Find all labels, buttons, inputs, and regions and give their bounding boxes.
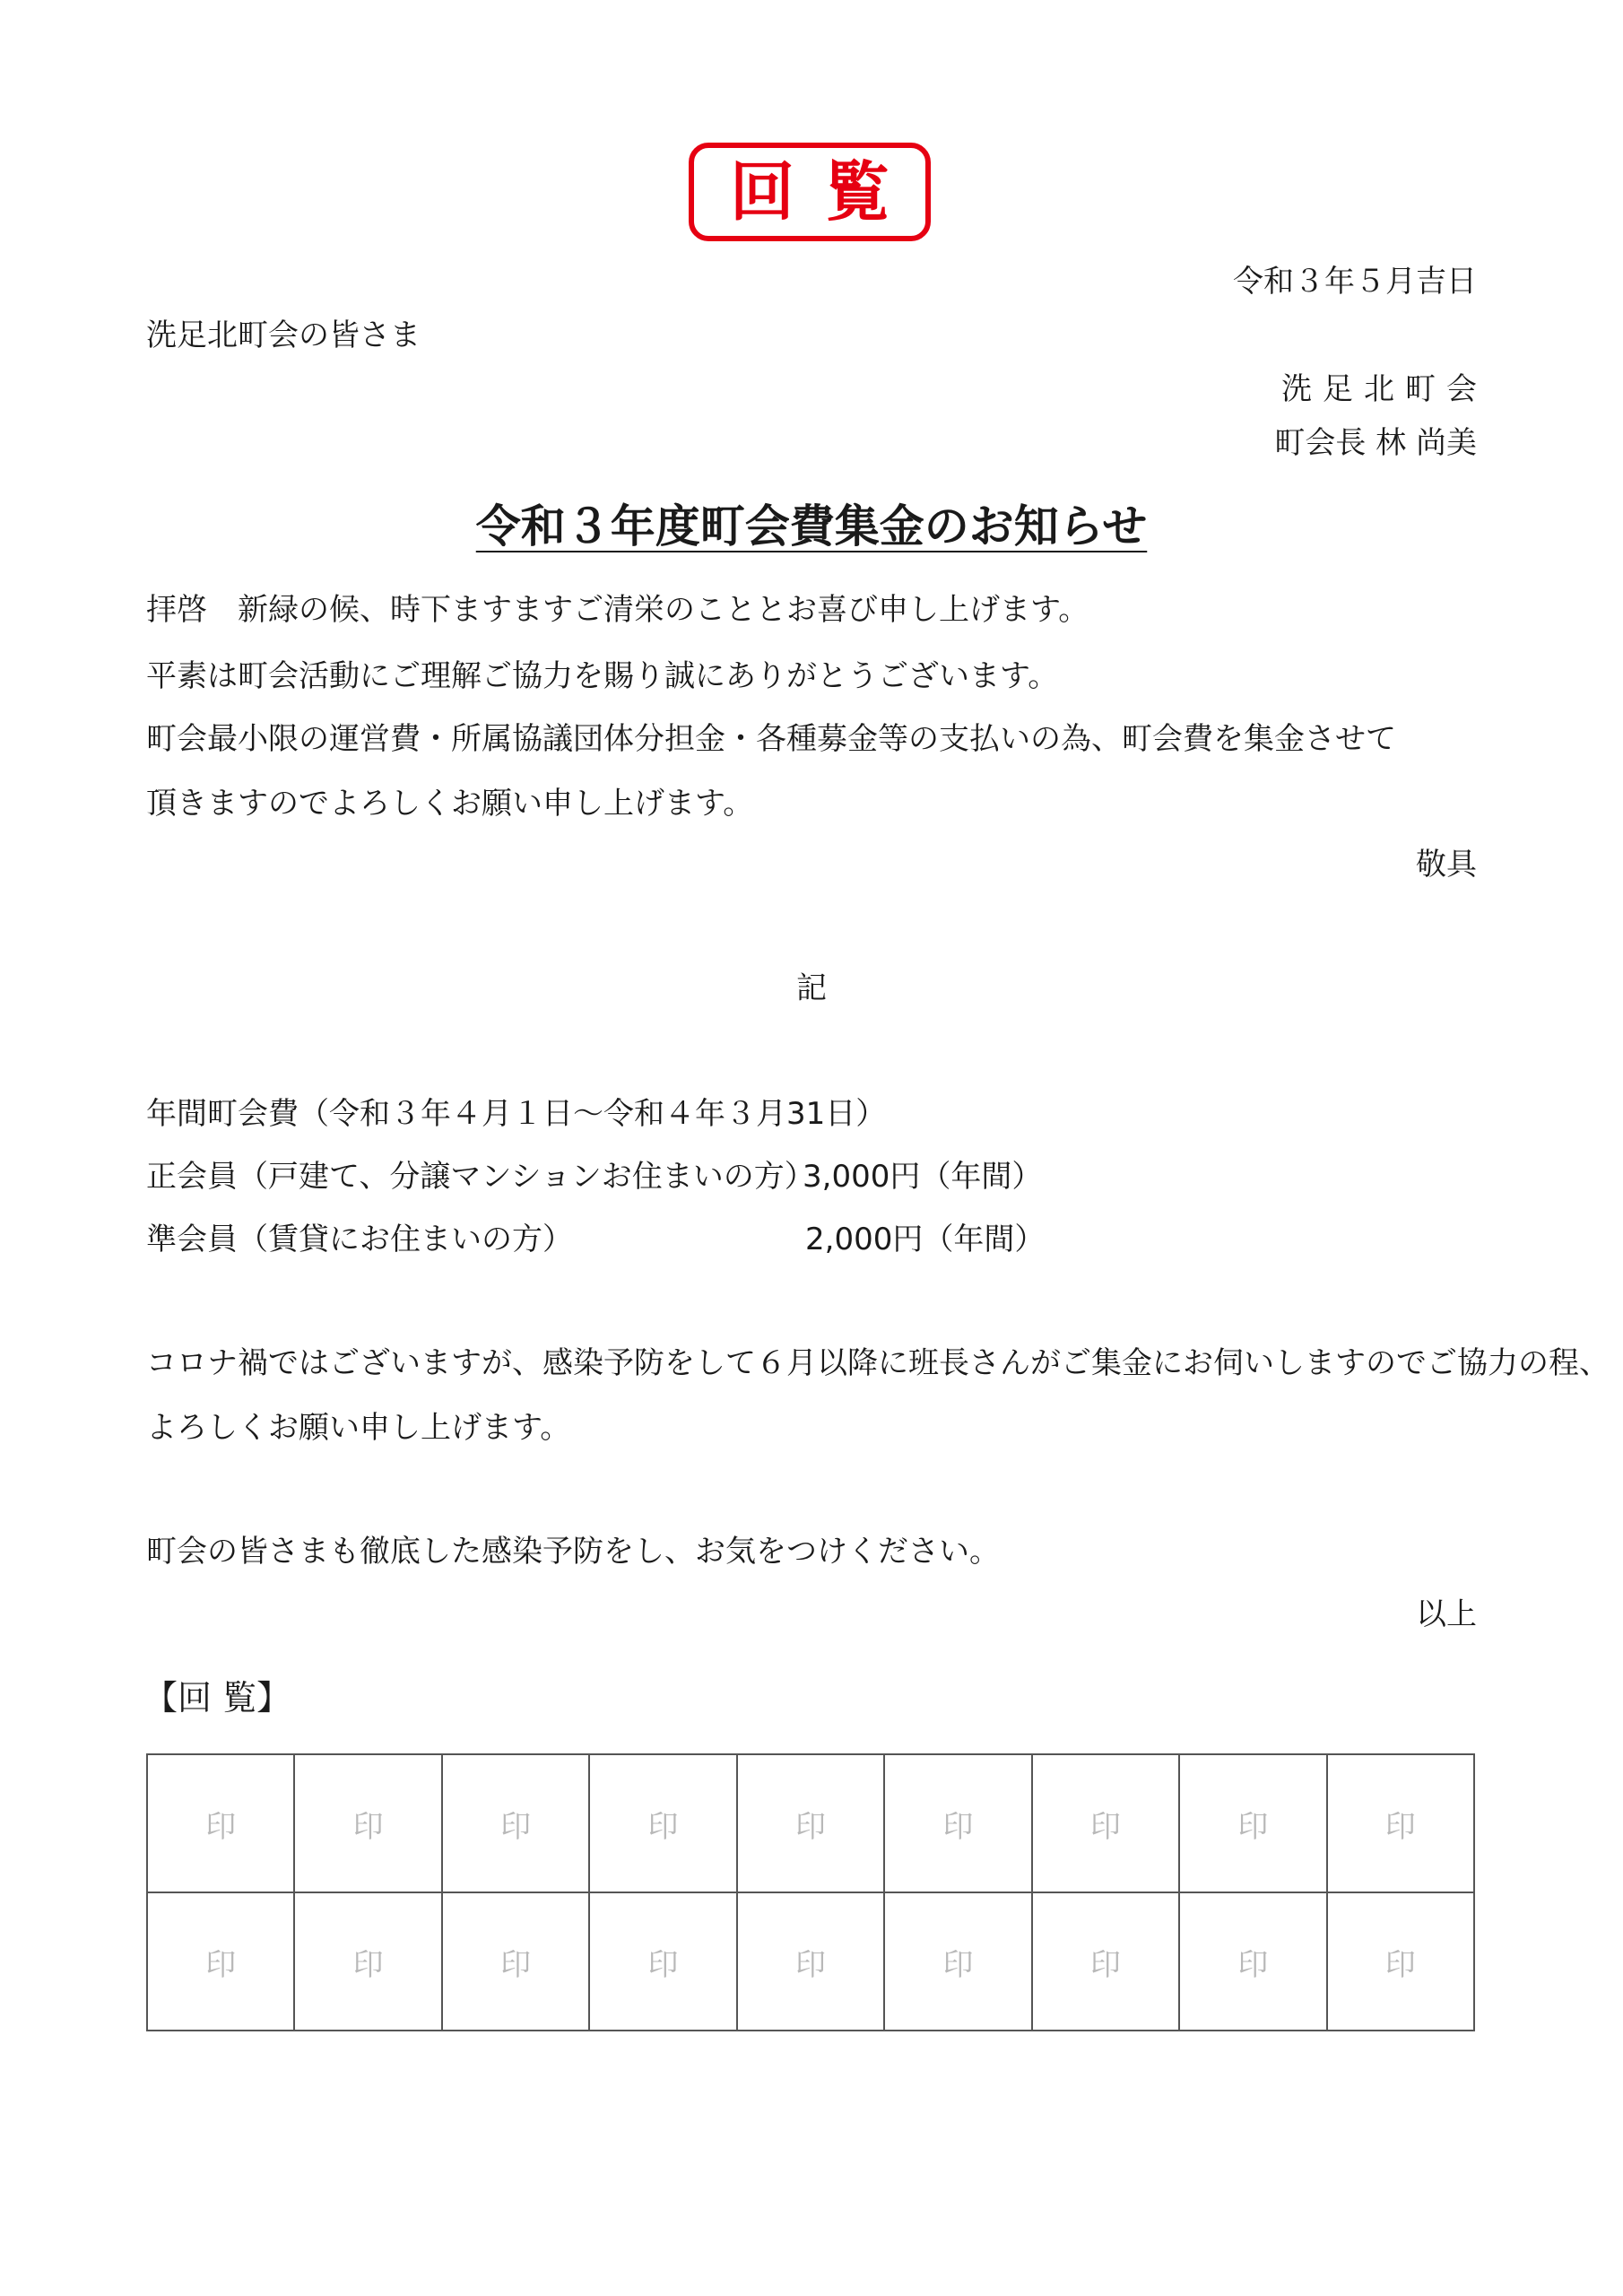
seal-label: 印: [1089, 1946, 1121, 1983]
seal-label: 印: [352, 1808, 384, 1845]
seal-label: 印: [1384, 1808, 1416, 1845]
body-line-3: 町会最小限の運営費・所属協議団体分担金・各種募金等の支払いの為、町会費を集金させて: [146, 721, 1396, 757]
seal-cell: [1033, 1755, 1180, 1893]
seal-label: 印: [794, 1808, 826, 1845]
seal-cell: [443, 1755, 590, 1893]
seal-label: 印: [1237, 1808, 1269, 1845]
seal-label: 印: [1384, 1946, 1416, 1983]
sender-person: 町会長 林 尚美: [1274, 425, 1477, 461]
closing-ijo: 以上: [1416, 1596, 1477, 1632]
seal-cell: [1328, 1755, 1475, 1893]
body-line-1: 拝啓 新緑の候、時下ますますご清栄のこととお喜び申し上げます。: [146, 592, 1089, 628]
seal-label: 印: [205, 1946, 237, 1983]
fee-heading: 年間町会費（令和３年４月１日～令和４年３月31日）: [146, 1096, 887, 1132]
seal-label: 印: [1237, 1946, 1269, 1983]
seal-cell: [738, 1893, 885, 2031]
notice-line-1: コロナ禍ではございますが、感染予防をして６月以降に班長さんがご集金にお伺いしますのでご協力の程、: [146, 1345, 1610, 1381]
seal-cell: [1328, 1893, 1475, 2031]
seal-label: 印: [942, 1808, 974, 1845]
closing-note: 町会の皆さまも徹底した感染予防をし、お気をつけください。: [146, 1534, 1000, 1570]
body-line-4: 頂きますのでよろしくお願い申し上げます。: [146, 786, 754, 822]
seal-cell: [1180, 1893, 1327, 2031]
fee-row-label-regular: 正会員（戸建て、分譲マンションお住まいの方）: [146, 1159, 815, 1195]
issue-date: 令和３年５月吉日: [1233, 264, 1477, 300]
seal-label: 印: [794, 1946, 826, 1983]
seal-cell: [148, 1893, 295, 2031]
recipient: 洗足北町会の皆さま: [146, 317, 421, 353]
body-line-2: 平素は町会活動にご理解ご協力を賜り誠にありがとうございます。: [146, 658, 1059, 694]
seal-label: 印: [500, 1808, 532, 1845]
seal-label: 印: [647, 1808, 679, 1845]
fee-row-amount-associate: 2,000円（年間）: [805, 1222, 1046, 1257]
fee-row-amount-regular: 3,000円（年間）: [803, 1159, 1043, 1195]
circulation-heading: 【回 覧】: [143, 1678, 291, 1718]
sender-organization: 洗足北町会: [1281, 371, 1488, 407]
seal-cell: [1033, 1893, 1180, 2031]
notice-line-2: よろしくお願い申し上げます。: [146, 1410, 571, 1446]
seal-label: 印: [647, 1946, 679, 1983]
seal-label: 印: [942, 1946, 974, 1983]
seal-cell: [148, 1755, 295, 1893]
seal-cell: [738, 1755, 885, 1893]
fee-row-label-associate: 準会員（賃貸にお住まいの方）: [146, 1222, 573, 1257]
seal-cell: [885, 1755, 1032, 1893]
seal-label: 印: [352, 1946, 384, 1983]
seal-label: 印: [205, 1808, 237, 1845]
closing-keigu: 敬具: [1416, 847, 1477, 883]
ki-heading: 記: [796, 970, 827, 1006]
seal-label: 印: [1089, 1808, 1121, 1845]
circulation-stamp: 回覧: [689, 143, 931, 241]
seal-label: 印: [500, 1946, 532, 1983]
seal-grid: [146, 1753, 1475, 2031]
seal-cell: [295, 1893, 442, 2031]
seal-cell: [1180, 1755, 1327, 1893]
document-title: 令和３年度町会費集金のお知らせ: [475, 500, 1148, 552]
seal-cell: [443, 1893, 590, 2031]
seal-cell: [885, 1893, 1032, 2031]
seal-cell: [295, 1755, 442, 1893]
seal-cell: [590, 1893, 737, 2031]
seal-cell: [590, 1755, 737, 1893]
